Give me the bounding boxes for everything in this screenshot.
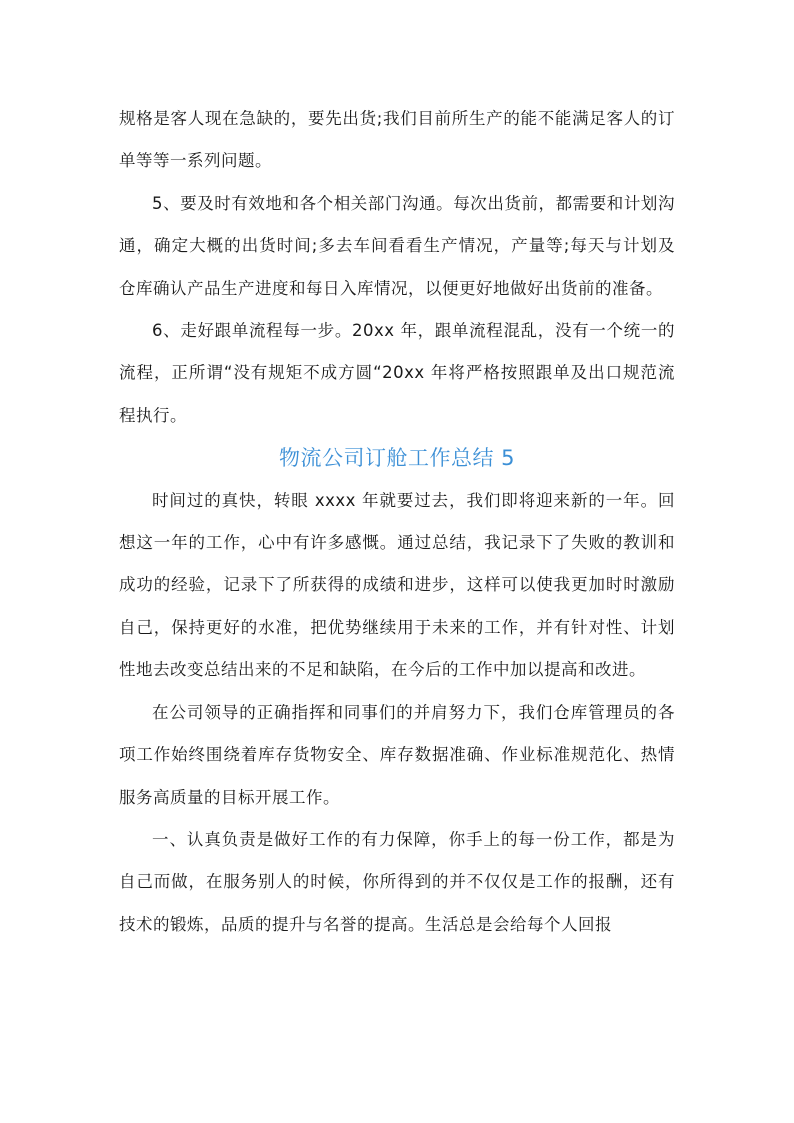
paragraph-intro: 时间过的真快，转眼 xxxx 年就要过去，我们即将迎来新的一年。回想这一年的工作，心中有许多感慨。通过总结，我记录下了失败的教训和成功的经验，记录下了所获得的成绩和进步，这样可以使我更加时时激励自己，保持更好的水准，把优势继续用于未来的工作，并有针对性、计划性地去改变总结出来的不足和缺陷，在今后的工作中加以提高和改进。 bbox=[119, 490, 675, 680]
section-heading: 物流公司订舱工作总结 5 bbox=[278, 446, 516, 471]
paragraph-item-6: 6、走好跟单流程每一步。20xx 年，跟单流程混乱，没有一个统一的流程，正所谓“没有规矩不成方圆“20xx 年将严格按照跟单及出口规范流程执行。 bbox=[119, 321, 675, 425]
paragraph-item-5: 5、要及时有效地和各个相关部门沟通。每次出货前，都需要和计划沟通，确定大概的出货时间;多去车间看看生产情况，产量等;每天与计划及仓库确认产品生产进度和每日入库情况，以便更好地做好出货前的准备。 bbox=[119, 193, 675, 298]
paragraph-point-one: 一、认真负责是做好工作的有力保障，你手上的每一份工作，都是为自己而做，在服务别人的时候，你所得到的并不仅仅是工作的报酬，还有技术的锻炼，品质的提升与名誉的提高。生活总是会给每个人回报 bbox=[119, 829, 675, 934]
paragraph-continuation: 规格是客人现在急缺的，要先出货;我们目前所生产的能不能满足客人的订单等等一系列问题。 bbox=[119, 109, 675, 171]
paragraph-warehouse: 在公司领导的正确指挥和同事们的并肩努力下，我们仓库管理员的各项工作始终围绕着库存货物安全、库存数据准确、作业标准规范化、热情服务高质量的目标开展工作。 bbox=[119, 702, 675, 807]
document-body bbox=[119, 98, 675, 946]
